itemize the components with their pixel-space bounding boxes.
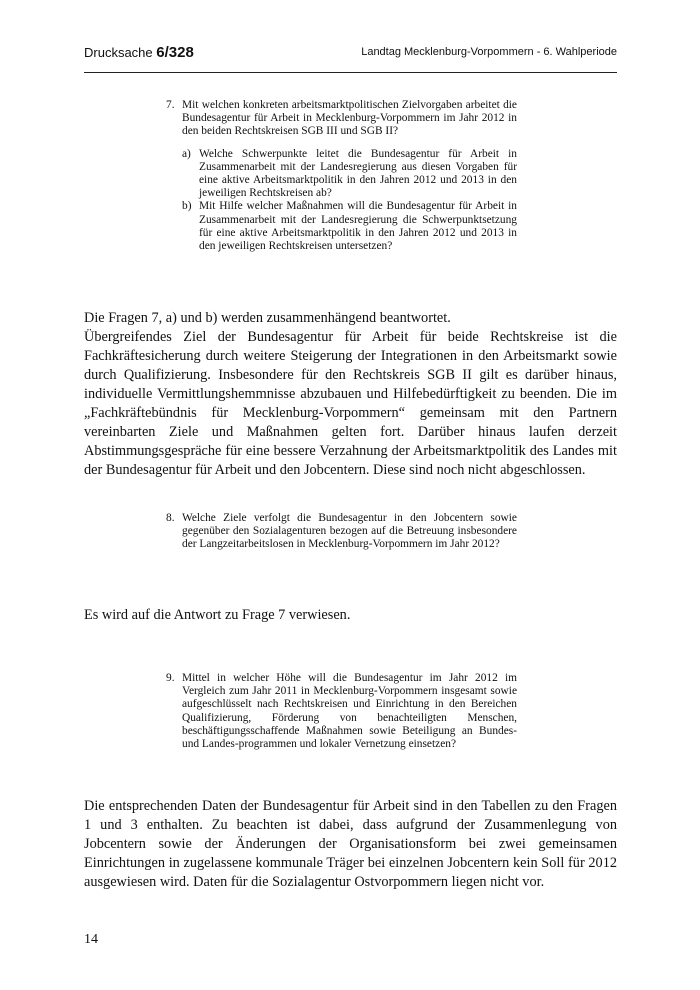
answer-intro: Die Fragen 7, a) und b) werden zusammenhängend beantwortet. xyxy=(84,310,451,326)
answer-paragraph: Die entsprechenden Daten der Bundesagentur für Arbeit sind in den Tabellen zu den Fragen 1 und 3 enthalten. Zu beachten ist dabei, dass aufgrund der Zusammenlegung von Jobcentern sowie der Änderungen der Organisationsform bei zwei gemeinsamen Einrichtungen in zugelassene kommunale Träger bei einzelnen Jobcentern kein Soll für 2012 ausgewiesen wird. Daten für die Sozialagentur Ostvorpommern liegen nicht vor. xyxy=(84,798,617,890)
document-id xyxy=(84,44,194,61)
parliament-label: Landtag Mecklenburg-Vorpommern - 6. Wahlperiode xyxy=(361,46,617,58)
question-7a xyxy=(166,148,517,201)
question-8 xyxy=(166,512,517,552)
document-number: 6/328 xyxy=(156,44,194,61)
question-7 xyxy=(166,99,517,253)
question-text: Welche Ziele verfolgt die Bundesagentur in den Jobcentern sowie gegenüber den Sozialagenturen bezogen auf die Betreuung insbesondere der Langzeitarbeitslosen in Mecklenburg-Vorpommern im Jahr 2012? xyxy=(182,512,517,551)
answer-8 xyxy=(84,606,617,625)
page-number: 14 xyxy=(84,932,98,947)
answer-paragraph: Übergreifendes Ziel der Bundesagentur für Arbeit für beide Rechtskreise ist die Fachkräftesicherung durch weitere Steigerung der Integrationen in den Arbeitsmarkt sowie durch Qualifizierung. Insbesondere für den Rechtskreis SGB II gilt es darüber hinaus, individuelle Vermittlungshemmnisse abzubauen und Hilfebedürftigkeit zu beenden. Die im „Fachkräftebündnis für Mecklenburg-Vorpommern“ gemeinsam mit den Partnern vereinbarten Ziele und Maßnahmen gelten fort. Darüber hinaus laufen derzeit Abstimmungsgespräche für eine bessere Verzahnung der Arbeitsmarktpolitik des Landes mit der Bundesagentur für Arbeit und den Jobcentern. Diese sind noch nicht abgeschlossen. xyxy=(84,329,617,478)
question-text: Mit welchen konkreten arbeitsmarktpolitischen Zielvorgaben arbeitet die Bundesagentur für Arbeit in Mecklenburg-Vorpommern im Jahr 2012 in den beiden Rechtskreisen SGB III und SGB II? xyxy=(182,99,517,138)
sub-question-text: Welche Schwerpunkte leitet die Bundesagentur für Arbeit in Zusammenarbeit mit der Landesregierung aus diesen Vorgaben für eine aktive Arbeitsmarktpolitik in den Jahren 2012 und 2013 in den jeweiligen Rechtskreisen ab? xyxy=(199,147,517,200)
answer-9 xyxy=(84,797,617,892)
question-number: 7. xyxy=(166,99,175,111)
answer-7 xyxy=(84,309,617,480)
sub-question-text: Mit Hilfe welcher Maßnahmen will die Bundesagentur für Arbeit in Zusammenarbeit mit der Landesregierung die Schwerpunktsetzung für eine aktive Arbeitsmarktpolitik in den Jahren 2012 und 2013 in den jeweiligen Rechtskreisen untersetzen? xyxy=(199,200,517,253)
sub-question-label: a) xyxy=(182,147,191,160)
answer-paragraph: Es wird auf die Antwort zu Frage 7 verwiesen. xyxy=(84,607,351,623)
sub-question-label: b) xyxy=(182,200,192,213)
question-number: 9. xyxy=(166,672,175,684)
document-label: Drucksache xyxy=(84,45,153,60)
question-9 xyxy=(166,672,517,751)
question-number: 8. xyxy=(166,512,175,524)
question-text: Mittel in welcher Höhe will die Bundesagentur im Jahr 2012 im Vergleich zum Jahr 2011 in Mecklenburg-Vorpommern insgesamt sowie aufgeschlüsselt nach Rechtskreisen und Einrichtung in den Bereichen Qualifizierung, Förderung von benachteiligten Menschen, beschäftigungsschaffende Maßnahmen sowie Beteiligung an Bundes- und Landes-programmen und lokaler Vernetzung einsetzen? xyxy=(182,672,517,751)
page-header xyxy=(84,38,617,73)
question-7b xyxy=(166,200,517,253)
